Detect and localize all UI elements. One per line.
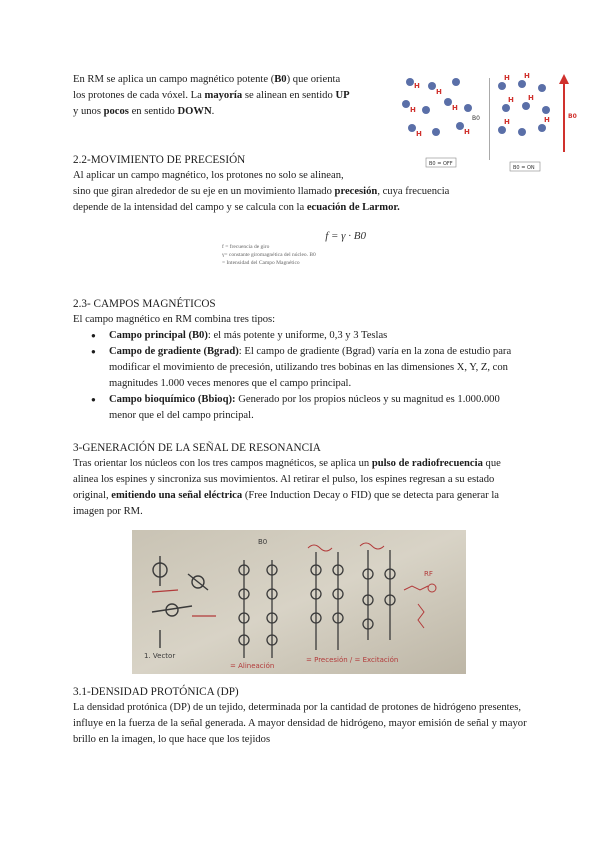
proton-label: H [410,106,416,114]
signal-text: (Free Induction Decay o FID) que se detecta para generar la imagen por RM. [73,490,499,517]
intro-text: se alinean en sentido [242,90,336,101]
b0-off-caption: B0 = OFF [429,161,453,167]
density-paragraph: La densidad protónica (DP) de un tejido, determinada por la cantidad de protones de hidrógeno presentes, influye en la fuerza de la señal generada. A mayor densidad de hidrógeno, mayor emisión de señal y mayor brillo en la imagen, lo que hace que los tejidos [73,702,527,745]
fields-section [73,296,528,424]
whiteboard-rf: RF [424,570,433,578]
fields-intro: El campo magnético en RM combina tres tipos: [73,314,276,325]
intro-text: . [211,106,215,117]
whiteboard-label-2: = Alineación [230,662,275,670]
intro-down: DOWN [177,106,212,117]
proton-label: H [544,116,550,124]
fields-list [73,328,528,424]
proton-label: H [464,128,470,136]
precession-line-3 [73,200,543,216]
formula-legend-1: f = frecuencia de giro [222,244,270,250]
proton-label: H [528,94,534,102]
whiteboard-label-1: 1. Vector [144,652,176,660]
intro-text: y unos [73,106,104,117]
signal-term: emitiendo una señal eléctrica [111,490,243,501]
fields-heading: 2.3- CAMPOS MAGNÉTICOS [73,298,216,310]
larmor-formula: f = γ · B0 [325,230,366,242]
precession-heading: 2.2-MOVIMIENTO DE PRECESIÓN [73,154,246,166]
intro-line-2 [73,88,393,104]
intro-text: los protones de cada vóxel. La [73,90,205,101]
precession-section [73,152,543,216]
formula-legend-2: γ= constante giromagnética del núcleo. B0 [222,252,316,258]
density-section [73,684,527,748]
proton-label: H [504,118,510,126]
density-heading: 3.1-DENSIDAD PROTÓNICA (DP) [73,686,239,698]
signal-text: que alinea los espines y sincroniza sus movimientos. Al retirar el pulso, los espines regresan a su estado original, [73,458,501,501]
whiteboard-photo [132,530,466,674]
proton-label: H [414,82,420,90]
precession-text: depende de la intensidad del campo y se calcula con la [73,202,307,213]
rf-pulse-term: pulso de radiofrecuencia [371,458,483,469]
precession-text: , cuya frecuencia [377,186,450,197]
b0-on-caption: B0 = ON [513,165,535,171]
precession-line-1: Al aplicar un campo magnético, los protones no solo se alinean, [73,170,344,181]
field-desc: : el más potente y uniforme, 0,3 y 3 Teslas [207,330,388,341]
precession-text: sino que giran alrededor de su eje en un movimiento llamado [73,186,335,197]
precession-line-2 [73,184,543,200]
intro-text: en sentido [128,106,178,117]
intro-b0: B0 [274,74,287,85]
fields-item-b0 [109,328,528,344]
precession-term: precesión [334,186,378,197]
field-name: Campo bioquímico (Bbioq): [109,394,236,405]
intro-pocos: pocos [103,106,129,117]
larmor-formula-figure [222,228,374,272]
field-desc: : El campo de gradiente (Bgrad) varía en la zona de estudio para modificar el movimiento de precesión, utilizando tres bobinas en las dimensiones X, Y, Z, con magnitudes 1.000 veces menores que el campo principal. [109,346,512,389]
b0-off-label: B0 [472,115,480,122]
formula-legend-3: = Intensidad del Campo Magnético [222,260,300,266]
whiteboard-label-3: = Precesión / = Excitación [306,656,399,664]
signal-heading: 3-GENERACIÓN DE LA SEÑAL DE RESONANCIA [73,442,321,454]
intro-up: UP [335,90,350,101]
proton-label: H [436,88,442,96]
signal-text: Tras orientar los núcleos con los tres campos magnéticos, se aplica un [73,458,372,469]
field-name: Campo principal (B0) [109,330,208,341]
proton-label: H [416,130,422,138]
proton-label: H [452,104,458,112]
intro-line-3 [73,104,393,120]
intro-text: ) que orienta [286,74,341,85]
signal-paragraph [73,456,525,520]
fields-item-bgrad [109,344,528,392]
intro-line-1 [73,72,393,88]
field-desc: Generado por los propios núcleos y su magnitud es 1.000.000 menor que el del campo principal. [109,394,500,421]
proton-label: H [524,72,530,80]
fields-item-bbioq [109,392,528,424]
proton-label: H [508,96,514,104]
intro-paragraph [73,72,393,120]
intro-text: En RM se aplica un campo magnético potente ( [73,74,275,85]
figure-divider [489,78,490,160]
b0-on-label: B0 [568,113,577,120]
field-name: Campo de gradiente (Bgrad) [109,346,239,357]
whiteboard-b0: B0 [258,538,268,546]
proton-label: H [504,74,510,82]
signal-section [73,440,525,520]
intro-mayoria: mayoría [204,90,243,101]
larmor-term: ecuación de Larmor. [306,202,400,213]
